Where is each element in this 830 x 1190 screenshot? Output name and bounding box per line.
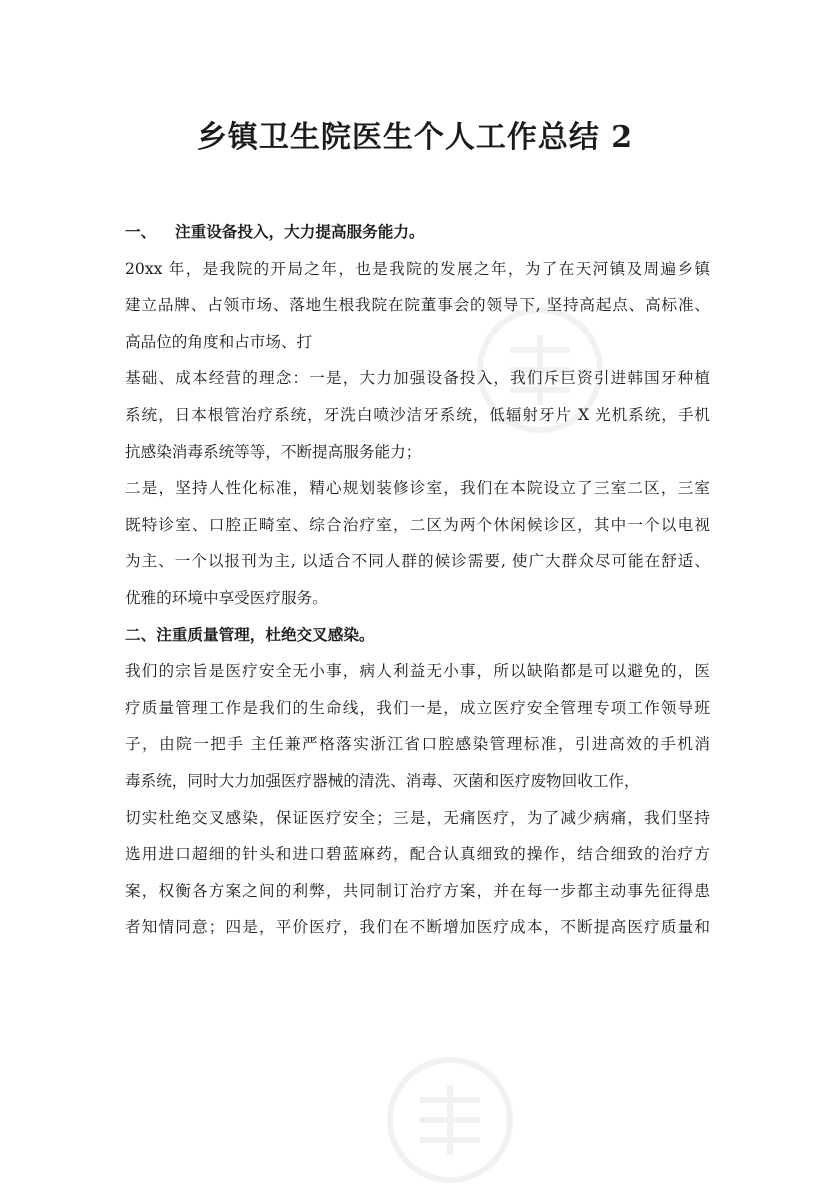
paragraph-line: 二是，坚持人性化标准，精心规划装修诊室，我们在本院设立了三室二区，三室 (125, 479, 710, 498)
paragraph-line: 子，由院一把手 主任兼严格落实浙江省口腔感染管理标准，引进高效的手机消 (125, 735, 710, 754)
paragraph-line: 既特诊室、口腔正畸室、综合治疗室，二区为两个休闲候诊区，其中一个以电视 (125, 515, 710, 534)
paragraph-line: 建立品牌、占领市场、落地生根我院在院董事会的领导下, 坚持高起点、高标准、 (125, 296, 710, 315)
paragraph-line: 疗质量管理工作是我们的生命线，我们一是，成立医疗安全管理专项工作领导班 (125, 698, 710, 717)
section-heading-text: 注重设备投入，大力提高服务能力。 (175, 222, 425, 241)
section-number: 一、 (125, 222, 157, 241)
paragraph-line: 选用进口超细的针头和进口碧蓝麻药，配合认真细致的操作，结合细致的治疗方 (125, 845, 710, 864)
paragraph-line: 系统，日本根管治疗系统，牙洗白喷沙洁牙系统，低辐射牙片 X 光机系统，手机 (125, 405, 710, 424)
paragraph-line: 基础、成本经营的理念：一是，大力加强设备投入，我们斥巨资引进韩国牙种植 (125, 369, 710, 388)
document-body (125, 214, 710, 946)
paragraph-line: 优雅的环境中享受医疗服务。 (125, 588, 328, 607)
paragraph-line: 抗感染消毒系统等等，不断提高服务能力； (125, 442, 422, 461)
paragraph-line: 毒系统，同时大力加强医疗器械的清洗、消毒、灭菌和医疗废物回收工作， (125, 771, 640, 790)
paragraph-line: 高品位的角度和占市场、打 (125, 332, 313, 351)
paragraph-line: 我们的宗旨是医疗安全无小事，病人利益无小事，所以缺陷都是可以避免的，医 (125, 662, 710, 681)
page-title: 乡镇卫生院医生个人工作总结 2 (196, 120, 634, 155)
paragraph-line: 者知情同意；四是，平价医疗，我们在不断增加医疗成本，不断提高医疗质量和 (125, 918, 710, 937)
paragraph-line: 案，权衡各方案之间的利弊，共同制订治疗方案，并在每一步都主动事先征得患 (125, 881, 710, 900)
paragraph-line: 为主、一个以报刊为主, 以适合不同人群的候诊需要, 使广大群众尽可能在舒适、 (125, 552, 710, 571)
paragraph-line: 20xx 年，是我院的开局之年，也是我院的发展之年，为了在天河镇及周遍乡镇 (125, 259, 710, 278)
section-heading-2: 二、注重质量管理，杜绝交叉感染。 (125, 624, 375, 644)
section-heading-1 (125, 214, 710, 251)
paragraph-line: 切实杜绝交叉感染，保证医疗安全；三是，无痛医疗，为了减少病痛，我们坚持 (125, 808, 710, 827)
watermark-icon (380, 1050, 520, 1190)
